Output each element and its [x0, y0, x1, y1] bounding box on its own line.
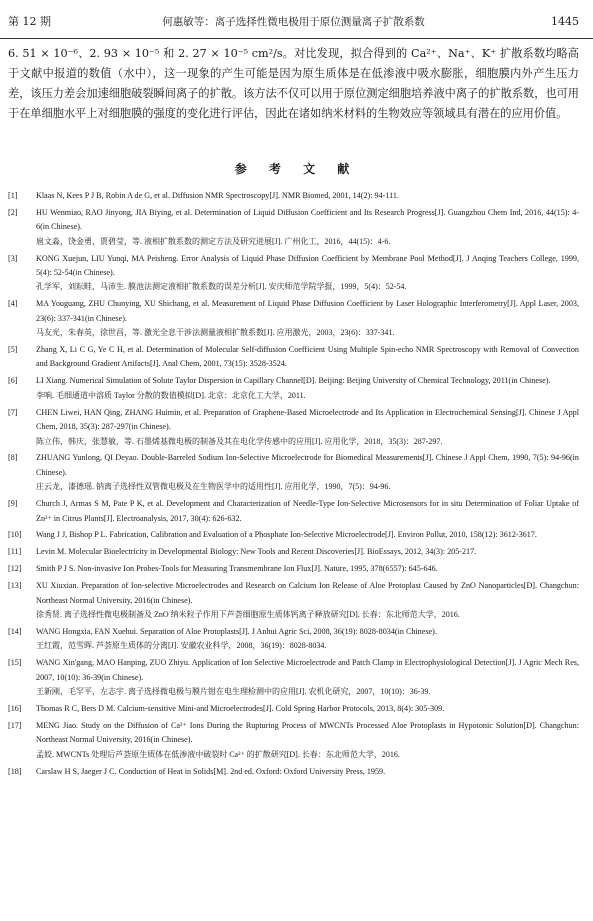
reference-text-chinese: 徐秀贤. 离子选择性微电极制备及 ZnO 纳米粒子作用下芦荟细胞原生质体钙离子释放研究[D]. 长春：东北师范大学，2016.	[36, 609, 460, 619]
reference-item	[8, 206, 579, 249]
reference-item	[8, 719, 579, 762]
reference-item	[8, 374, 579, 403]
reference-item	[8, 545, 579, 559]
reference-number: [7]	[8, 407, 18, 417]
reference-text: ZHUANG Yunlong, QI Deyao. Double-Barreled Sodium Ion-Selective Microelectrode for Biomedical Measurements[J]. Chinese J Appl Chem, 1990, 7(5): 94-96(in Chinese).	[36, 453, 579, 477]
reference-number: [6]	[8, 376, 18, 386]
reference-number: [5]	[8, 345, 18, 355]
reference-item	[8, 656, 579, 699]
reference-number: [2]	[8, 207, 18, 217]
reference-text: Smith P J S. Non-invasive Ion Probes-Tools for Measuring Transmembrane Ion Flux[J]. Nature, 1995, 378(6557): 645-646.	[36, 564, 438, 574]
reference-text: MENG Jiao. Study on the Diffusion of Ca²⁺ Ions During the Rupturing Process of MWCNTs Processed Aloe Protoplasts in Hypotonic Solution[D]. Changchun: Northeast Normal University, 2016(in Chinese).	[36, 720, 579, 745]
reference-text-chinese: 孟姣. MWCNTs 处理后芦荟原生质体在低渗液中破裂时 Ca²⁺ 的扩散研究[D]. 长春：东北师范大学，2016.	[36, 749, 400, 759]
reference-text-chinese: 陈立伟，韩庆，张慧敏，等. 石墨烯基微电极的制备及其在电化学传感中的应用[J]. 应用化学，2018，35(3)：287-297.	[36, 436, 443, 446]
page-number: 1445	[551, 15, 579, 28]
reference-text: Thomas R C, Bers D M. Calcium-sensitive Mini-and Microelectrodes[J]. Cold Spring Harbor Protocols, 2013, 8(4): 305-309.	[36, 703, 445, 713]
reference-item	[8, 765, 579, 779]
reference-number: [12]	[8, 564, 22, 574]
reference-text-chinese: 李响. 毛细通道中溶质 Taylor 分散的数值模拟[D]. 北京：北京化工大学，2011.	[36, 390, 306, 400]
reference-text: Zhang X, Li C G, Ye C H, et al. Determination of Molecular Self-diffusion Coefficient Using Multiple Spin-echo NMR Spectroscopy with Removal of Convection and Background Gradient Artifacts[J]. Anal Chem, 2001, 73(15): 3528-3524.	[36, 345, 579, 369]
reference-text: XU Xiuxian. Preparation of Ion-selective Microelectrodes and Research on Calcium Ion Release of Aloe Protoplast Caused by ZnO Nanoparticles[D]. Changchun: Northeast Normal University, 2016(in Chinese).	[36, 581, 579, 605]
reference-item	[8, 562, 579, 576]
reference-list	[8, 189, 579, 781]
reference-text: Levin M. Molecular Bioelectricity in Developmental Biology: New Tools and Recent Discoveries[J]. BioEssays, 2012, 34(3): 205-217.	[36, 547, 477, 557]
reference-number: [17]	[8, 720, 22, 730]
reference-text: WANG Hongxia, FAN Xuehui. Separation of Aloe Protoplasts[J]. J Anhui Agric Sci, 2008, 36(19): 8028-8034(in Chinese).	[36, 626, 437, 636]
reference-text-chinese: 庄云龙，漆德瑶. 钠离子选择性双管微电极及在生物医学中的适用性[J]. 应用化学，1990，7(5)：94-96.	[36, 482, 391, 492]
reference-item	[8, 579, 579, 622]
reference-item	[8, 702, 579, 716]
page-header	[8, 13, 579, 31]
reference-text-chinese: 王新刚，毛罕平，左志宇. 离子选择微电极与膜片钳在电生理检测中的应用[J]. 农机化研究，2007，10(10)：36-39.	[36, 687, 431, 696]
reference-number: [16]	[8, 703, 22, 713]
reference-text-chinese: 马友光，朱春英，徐世昌，等. 激光全息干涉法测量液相扩散系数[J]. 应用激光，2003，23(6)：337-341.	[36, 328, 395, 338]
issue-number: 第 12 期	[8, 15, 51, 28]
reference-text: CHEN Liwei, HAN Qing, ZHANG Huimin, et al. Preparation of Graphene-Based Microelectrode and Its Application in Electrochemical Sensing[J]. Chinese J Appl Chem, 2018, 35(3): 287-297(in Chinese).	[36, 407, 579, 432]
reference-number: [11]	[8, 547, 22, 557]
reference-number: [9]	[8, 499, 18, 509]
reference-text-chinese: 孔学军，刘耘畦，马沛生. 膜池法测定液相扩散系数的误差分析[J]. 安庆师范学院学报，1999，5(4)：52-54.	[36, 282, 407, 292]
header-rule	[0, 38, 593, 39]
references-heading: 参 考 文 献	[234, 162, 359, 176]
reference-text: WANG Xin'gang, MAO Hanping, ZUO Zhiyu. Application of Ion Selective Microelectrode and Patch Clamp in Electrophysiological Detection[J]. J Agric Mech Res, 2007, 10(10): 36-39(in Chinese).	[36, 658, 579, 682]
reference-number: [8]	[8, 453, 18, 463]
reference-item	[8, 497, 579, 526]
reference-text: Wang J J, Bishop P L. Fabrication, Calibration and Evaluation of a Phosphate Ion-Selective Microelectrode[J]. Environ Pollut, 2010, 158(12): 3612-3617.	[36, 530, 537, 540]
reference-item	[8, 343, 579, 372]
reference-item	[8, 528, 579, 542]
reference-number: [10]	[8, 530, 22, 540]
reference-text: Klaas N, Kees P J B, Robin A de G, et al. Diffusion NMR Spectroscopy[J]. NMR Biomed, 2001, 14(2): 94-111.	[36, 191, 399, 200]
reference-text: KONG Xuejun, LIU Yunqi, MA Peisheng. Error Analysis of Liquid Phase Diffusion Coefficient by Membrane Pool Method[J]. J Anqing Teachers College, 1999, 5(4): 52-54(in Chinese).	[36, 253, 579, 278]
reference-item	[8, 625, 579, 654]
reference-number: [4]	[8, 299, 18, 309]
running-title: 何惠敏等：离子选择性微电极用于原位测量离子扩散系数	[162, 16, 425, 28]
reference-number: [13]	[8, 581, 22, 591]
reference-text-chinese: 扈文淼，饶金勇，贾碧莹，等. 液相扩散系数的测定方法及研究进展[J]. 广州化工，2016，44(15)：4-6.	[36, 236, 391, 246]
reference-number: [1]	[8, 191, 18, 200]
reference-text: MA Youguang, ZHU Chunying, XU Shichang, et al. Measurement of Liquid Phase Diffusion Coefficient by Laser Holographic Interferometry[J]. Appl Laser, 2003, 23(6): 337-341(in Chinese).	[36, 299, 579, 323]
reference-number: [15]	[8, 658, 22, 668]
reference-text-chinese: 王红霞，范雪晖. 芦荟原生质体的分离[J]. 安徽农业科学，2008，36(19)：8028-8034.	[36, 641, 327, 651]
reference-text: HU Wenmiao, RAO Jinyong, JIA Biying, et al. Determination of Liquid Diffusion Coefficient and Its Research Progress[J]. Guangzhou Chem Ind, 2016, 44(15): 4-6(in Chinese).	[36, 207, 579, 232]
reference-item	[8, 451, 579, 494]
body-paragraph: 6. 51 × 10⁻⁶、2. 93 × 10⁻⁵ 和 2. 27 × 10⁻⁵ cm²/s。对比发现，拟合得到的 Ca²⁺、Na⁺、K⁺ 扩散系数均略高于文献中报道的数值（水中），这一现象的产生可能是因为原生质体是在低渗液中吸水膨胀，细胞膜内外产生压力差，该压力差会加速细胞破裂瞬间离子的扩散。该方法不仅可以用于原位测定细胞培养液中离子的扩散系数，也可用于在单细胞水平上对细胞膜的强度的变化进行评估，因此在诸如纳米材料的生物效应等领域具有潜在的应用价值。	[8, 47, 579, 120]
reference-text: Church J, Armas S M, Pate P K, et al. Development and Characterization of Needle-Type Ion-Selective Microsensors for in situ Determination of Foliar Uptake of Zn²⁺ in Citrus Plants[J]. Electroanalysis, 2017, 30(4): 626-632.	[36, 499, 579, 523]
reference-number: [3]	[8, 253, 18, 263]
reference-item	[8, 252, 579, 295]
reference-text: Carslaw H S, Jaeger J C. Conduction of Heat in Solids[M]. 2nd ed. Oxford: Oxford University Press, 1959.	[36, 766, 386, 776]
reference-item	[8, 406, 579, 449]
reference-item	[8, 189, 579, 203]
reference-number: [18]	[8, 766, 22, 776]
reference-text: LI Xiang. Numerical Simulation of Solute Taylor Dispersion in Capillary Channel[D]. Beijing: Beijing University of Chemical Technology, 2011(in Chinese).	[36, 376, 551, 386]
reference-item	[8, 297, 579, 340]
reference-number: [14]	[8, 626, 22, 636]
